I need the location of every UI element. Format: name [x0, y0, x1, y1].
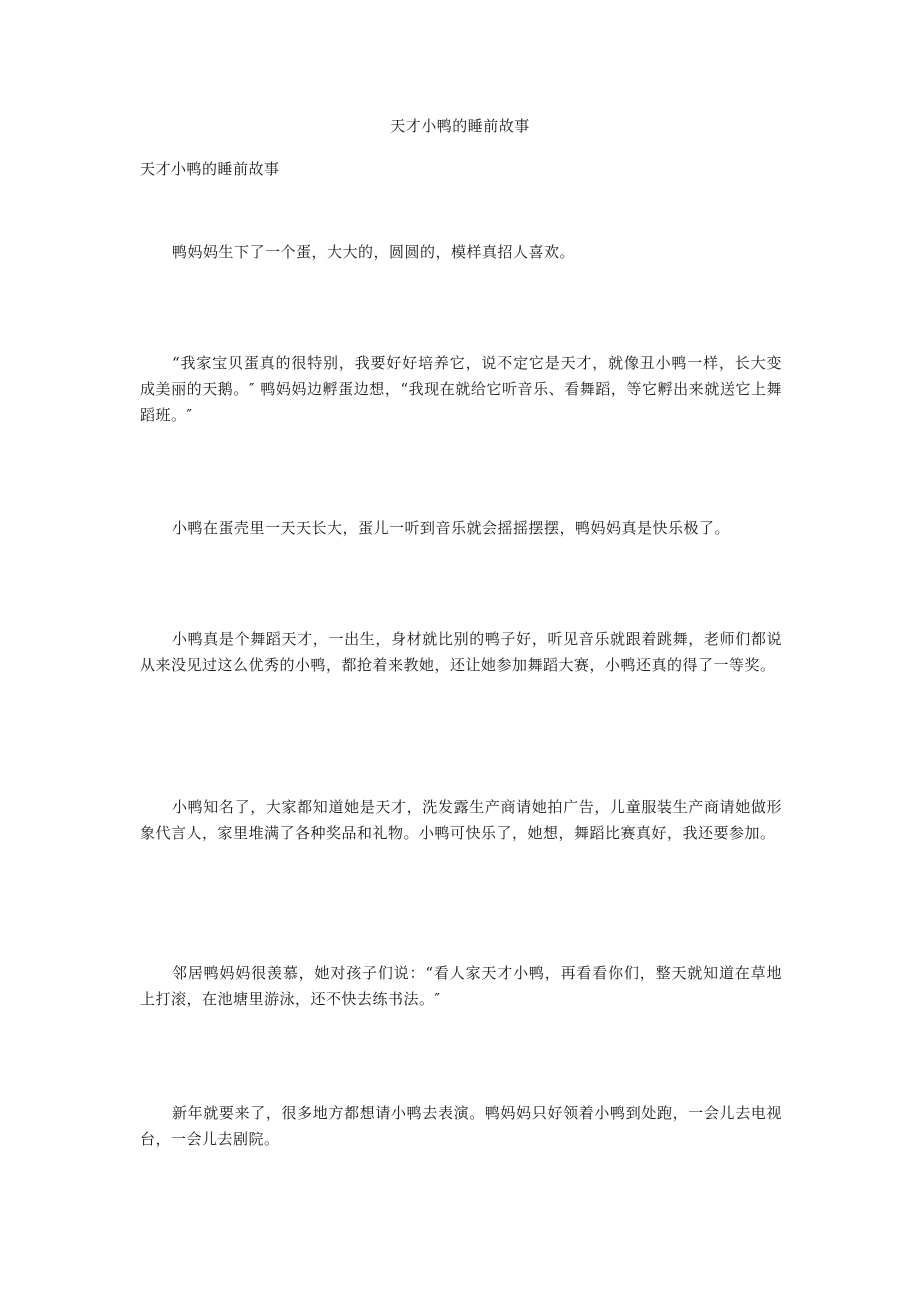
- paragraph: 鸭妈妈生下了一个蛋，大大的，圆圆的，模样真招人喜欢。: [172, 243, 576, 261]
- paragraph: “我家宝贝蛋真的很特别，我要好好培养它，说不定它是天才，就像丑小鸭一样，长大变成美丽的天鹅。″ 鸭妈妈边孵蛋边想，“我现在就给它听音乐、看舞蹈，等它孵出来就送它上舞蹈班。″: [140, 354, 782, 424]
- document-title: 天才小鸭的睡前故事: [390, 117, 530, 135]
- paragraph: 小鸭知名了，大家都知道她是天才，洗发露生产商请她拍广告，儿童服装生产商请她做形象代言人，家里堆满了各种奖品和礼物。小鸭可快乐了，她想，舞蹈比赛真好，我还要参加。: [140, 798, 782, 842]
- paragraph: 邻居鸭妈妈很羡慕，她对孩子们说：“看人家天才小鸭，再看看你们，整天就知道在草地上打滚，在池塘里游泳，还不快去练书法。″: [140, 964, 782, 1008]
- document-subtitle: 天才小鸭的睡前故事: [140, 160, 280, 178]
- paragraph: 新年就要来了，很多地方都想请小鸭去表演。鸭妈妈只好领着小鸭到处跑，一会儿去电视台，一会儿去剧院。: [140, 1104, 782, 1148]
- paragraph: 小鸭在蛋壳里一天天长大，蛋儿一听到音乐就会摇摇摆摆，鸭妈妈真是快乐极了。: [172, 519, 731, 537]
- paragraph: 小鸭真是个舞蹈天才，一出生，身材就比别的鸭子好，听见音乐就跟着跳舞，老师们都说从来没见过这么优秀的小鸭，都抢着来教她，还让她参加舞蹈大赛，小鸭还真的得了一等奖。: [140, 630, 782, 674]
